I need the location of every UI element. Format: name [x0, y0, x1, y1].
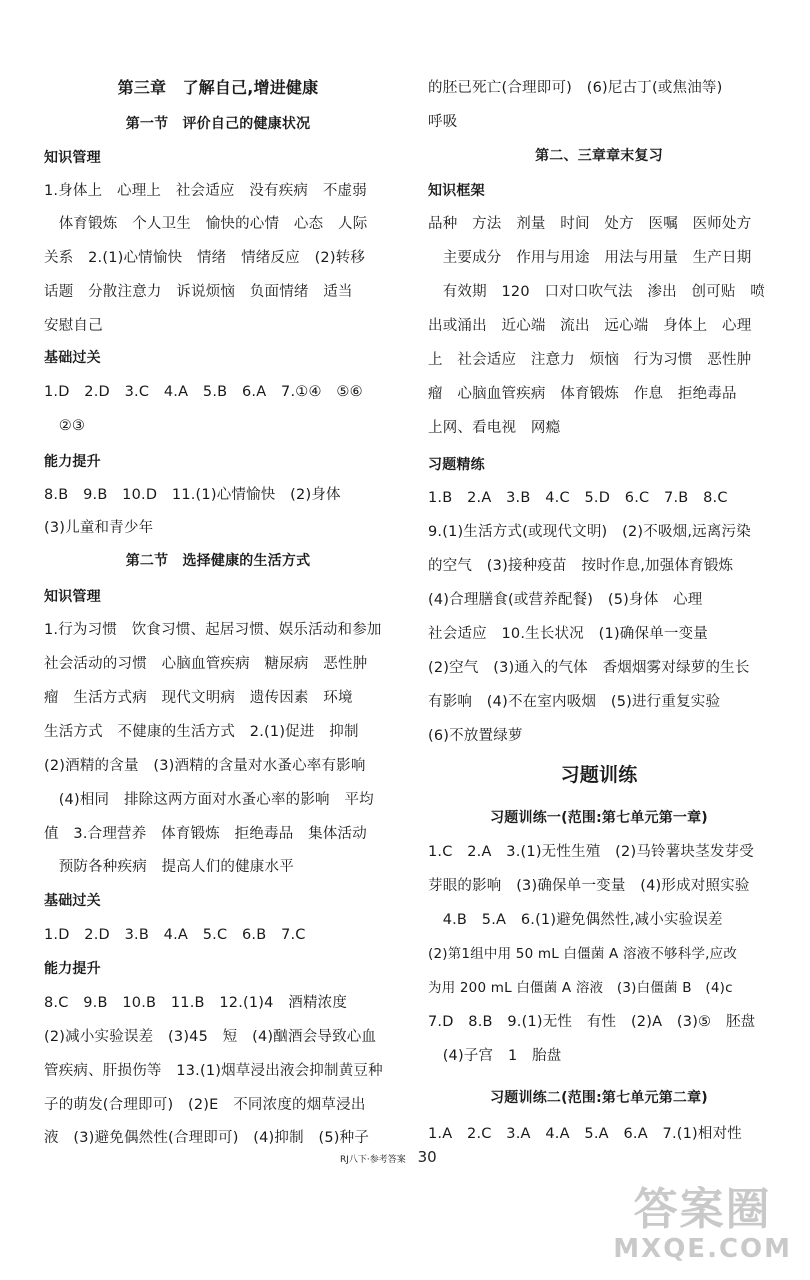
sec2-knowledge-line: 1.行为习惯 饮食习惯、起居习惯、娱乐活动和参加	[44, 622, 382, 638]
continued-line: 呼吸	[428, 114, 458, 130]
sec2-basic-heading: 基础过关	[44, 893, 101, 909]
practice-line: 9.(1)生活方式(或现代文明) (2)不吸烟,远离污染	[428, 524, 751, 540]
page-number: 30	[417, 1148, 437, 1166]
sec2-knowledge-line: (4)相同 排除这两方面对水蚤心率的影响 平均	[44, 792, 374, 808]
sec2-ability-line: (2)减小实验误差 (3)45 短 (4)酗酒会导致心血	[44, 1029, 377, 1045]
chapter-title: 第三章 了解自己,增进健康	[117, 78, 319, 97]
sec1-ability-heading: 能力提升	[44, 454, 101, 470]
sec2-knowledge-line: (2)酒精的含量 (3)酒精的含量对水蚤心率有影响	[44, 758, 366, 774]
practice-heading: 习题精练	[428, 457, 485, 473]
sec1-knowledge-line: 安慰自己	[44, 318, 103, 334]
train1-line: 4.B 5.A 6.(1)避免偶然性,减小实验误差	[428, 912, 723, 928]
practice-line: 1.B 2.A 3.B 4.C 5.D 6.C 7.B 8.C	[428, 490, 728, 506]
sec1-knowledge-line: 关系 2.(1)心情愉快 情绪 情绪反应 (2)转移	[44, 250, 366, 266]
continued-line: 的胚已死亡(合理即可) (6)尼古丁(或焦油等)	[428, 80, 723, 96]
sec1-basic-line: ②③	[44, 418, 86, 434]
review-title: 第二、三章章末复习	[535, 148, 663, 164]
framework-line: 主要成分 作用与用途 用法与用量 生产日期	[428, 250, 752, 266]
sec2-knowledge-line: 社会活动的习惯 心脑血管疾病 糖尿病 恶性肿	[44, 656, 368, 672]
practice-line: (4)合理膳食(或营养配餐) (5)身体 心理	[428, 592, 703, 608]
practice-line: (6)不放置绿萝	[428, 728, 523, 744]
framework-line: 品种 方法 剂量 时间 处方 医嘱 医师处方	[428, 216, 752, 232]
sec1-ability-line: (3)儿童和青少年	[44, 520, 154, 536]
train1-line: 为用 200 mL 白僵菌 A 溶液 (3)白僵菌 B (4)c	[428, 980, 733, 996]
footer-tag: RJ八下·参考答案	[340, 1155, 406, 1165]
page-footer	[340, 1148, 437, 1166]
framework-line: 有效期 120 口对口吹气法 渗出 创可贴 喷	[428, 284, 765, 300]
sec1-ability-line: 8.B 9.B 10.D 11.(1)心情愉快 (2)身体	[44, 487, 341, 503]
train2-title: 习题训练二(范围:第七单元第二章)	[490, 1090, 708, 1106]
practice-line: 的空气 (3)接种疫苗 按时作息,加强体育锻炼	[428, 558, 734, 574]
practice-line: 社会适应 10.生长状况 (1)确保单一变量	[428, 626, 708, 642]
sec2-knowledge-heading: 知识管理	[44, 589, 101, 605]
sec2-basic-line: 1.D 2.D 3.B 4.A 5.C 6.B 7.C	[44, 927, 306, 943]
sec2-ability-line: 8.C 9.B 10.B 11.B 12.(1)4 酒精浓度	[44, 995, 348, 1011]
sec1-basic-line: 1.D 2.D 3.C 4.A 5.B 6.A 7.①④ ⑤⑥	[44, 384, 363, 400]
framework-line: 上网、看电视 网瘾	[428, 420, 561, 436]
train2-line: 1.A 2.C 3.A 4.A 5.A 6.A 7.(1)相对性	[428, 1126, 743, 1142]
framework-line: 上 社会适应 注意力 烦恼 行为习惯 恶性肿	[428, 352, 752, 368]
framework-line: 出或涌出 近心端 流出 远心端 身体上 心理	[428, 318, 752, 334]
watermark-text: 答案圈	[633, 1184, 772, 1235]
sec1-knowledge-heading: 知识管理	[44, 150, 101, 166]
sec2-knowledge-line: 生活方式 不健康的生活方式 2.(1)促进 抑制	[44, 724, 359, 740]
sec2-ability-line: 子的萌发(合理即可) (2)E 不同浓度的烟草浸出	[44, 1097, 366, 1113]
section-2-title: 第二节 选择健康的生活方式	[125, 553, 311, 569]
sec2-knowledge-line: 瘤 生活方式病 现代文明病 遗传因素 环境	[44, 690, 353, 706]
train1-line: 7.D 8.B 9.(1)无性 有性 (2)A (3)⑤ 胚盘	[428, 1014, 756, 1030]
practice-line: 有影响 (4)不在室内吸烟 (5)进行重复实验	[428, 694, 721, 710]
sec2-knowledge-line: 预防各种疾病 提高人们的健康水平	[44, 859, 294, 875]
train1-line: 芽眼的影响 (3)确保单一变量 (4)形成对照实验	[428, 878, 750, 894]
sec2-knowledge-line: 值 3.合理营养 体育锻炼 拒绝毒品 集体活动	[44, 826, 367, 842]
train1-line: (2)第1组中用 50 mL 白僵菌 A 溶液不够科学,应改	[428, 946, 738, 962]
sec1-knowledge-line: 话题 分散注意力 诉说烦恼 负面情绪 适当	[44, 284, 353, 300]
watermark-url: MXQE.COM	[613, 1234, 792, 1264]
sec1-knowledge-line: 1.身体上 心理上 社会适应 没有疾病 不虚弱	[44, 183, 367, 199]
train1-line: (4)子宫 1 胎盘	[428, 1048, 562, 1064]
train1-title: 习题训练一(范围:第七单元第一章)	[490, 810, 708, 826]
train1-line: 1.C 2.A 3.(1)无性生殖 (2)马铃薯块茎发芽受	[428, 844, 754, 860]
sec1-knowledge-line: 体育锻炼 个人卫生 愉快的心情 心态 人际	[44, 216, 368, 232]
practice-line: (2)空气 (3)通入的气体 香烟烟雾对绿萝的生长	[428, 660, 750, 676]
framework-line: 瘤 心脑血管疾病 体育锻炼 作息 拒绝毒品	[428, 386, 737, 402]
framework-heading: 知识框架	[428, 183, 485, 199]
sec2-ability-line: 管疾病、肝损伤等 13.(1)烟草浸出液会抑制黄豆种	[44, 1063, 383, 1079]
watermark-logo	[613, 1184, 792, 1264]
training-title: 习题训练	[560, 764, 638, 786]
section-1-title: 第一节 评价自己的健康状况	[125, 116, 311, 132]
sec2-ability-line: 液 (3)避免偶然性(合理即可) (4)抑制 (5)种子	[44, 1130, 370, 1146]
sec2-ability-heading: 能力提升	[44, 961, 101, 977]
sec1-basic-heading: 基础过关	[44, 350, 101, 366]
